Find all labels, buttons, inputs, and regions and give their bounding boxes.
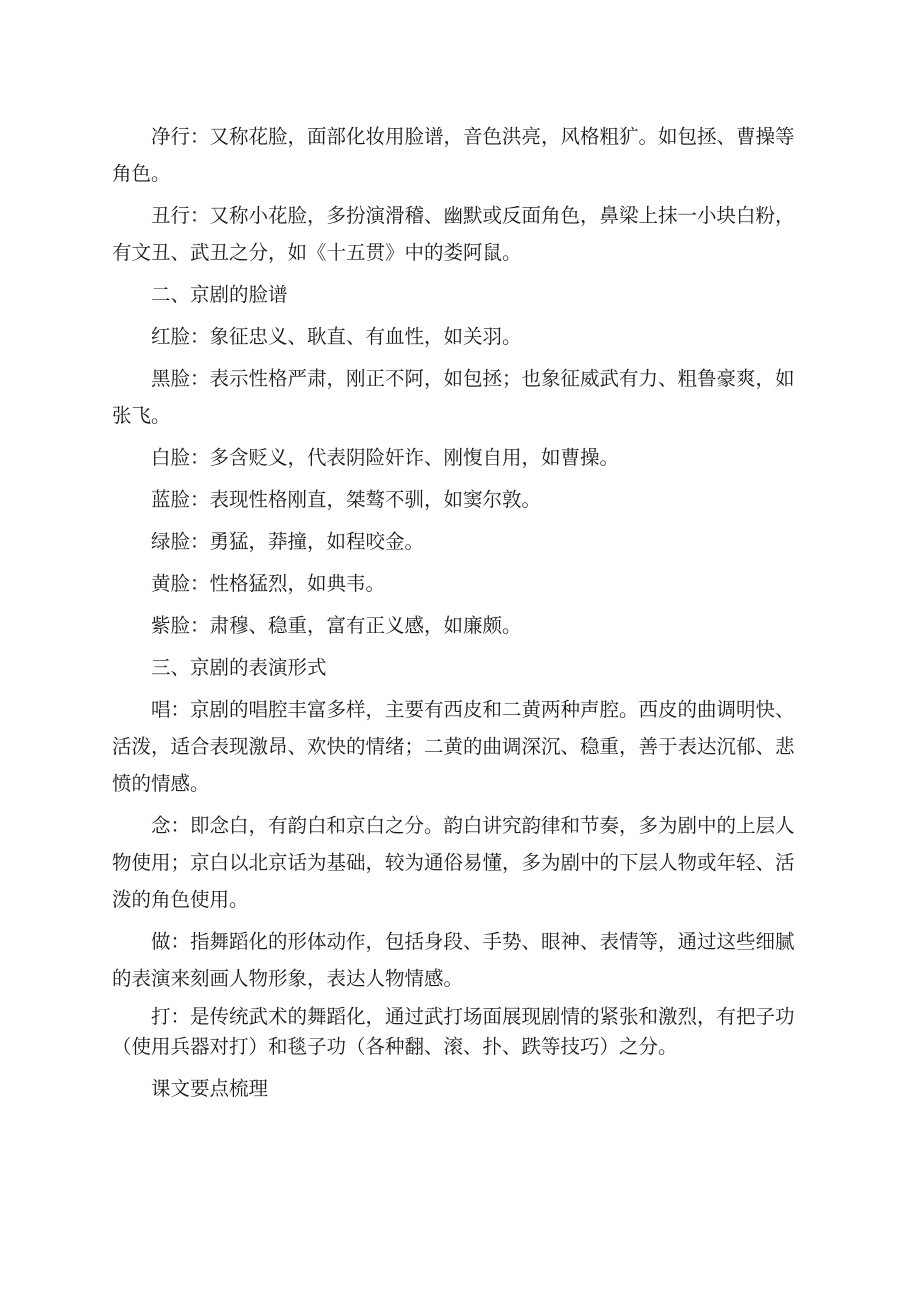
paragraph-blue-face: 蓝脸：表现性格刚直，桀骜不驯，如窦尔敦。 bbox=[151, 488, 542, 511]
paragraph-red-face: 红脸：象征忠义、耿直、有血性，如关羽。 bbox=[151, 325, 522, 348]
paragraph-jing-role: 净行：又称花脸，面部化妆用脸谱，音色洪亮，风格粗犷。如包拯、曹操等角色。 bbox=[112, 125, 795, 185]
paragraph-black-face: 黑脸：表示性格严肃，刚正不阿，如包拯；也象征威武有力、粗鲁豪爽，如张飞。 bbox=[112, 367, 795, 427]
paragraph-acting: 做：指舞蹈化的形体动作，包括身段、手势、眼神、表情等，通过这些细腻的表演来刻画人物形象，表达人物情感。 bbox=[112, 930, 795, 990]
paragraph-purple-face: 紫脸：肃穆、稳重，富有正义感，如廉颇。 bbox=[151, 614, 522, 637]
document-body bbox=[112, 118, 812, 1112]
paragraph-fighting: 打：是传统武术的舞蹈化，通过武打场面展现剧情的紧张和激烈，有把子功（使用兵器对打）和毯子功（各种翻、滚、扑、跌等技巧）之分。 bbox=[112, 1005, 795, 1058]
paragraph-chou-role: 丑行：又称小花脸，多扮演滑稽、幽默或反面角色，鼻梁上抹一小块白粉，有文丑、武丑之分，如《十五贯》中的娄阿鼠。 bbox=[112, 204, 795, 264]
paragraph-yellow-face: 黄脸：性格猛烈，如典韦。 bbox=[151, 572, 386, 595]
section-heading-performance-forms: 三、京剧的表演形式 bbox=[151, 656, 327, 679]
paragraph-singing: 唱：京剧的唱腔丰富多样，主要有西皮和二黄两种声腔。西皮的曲调明快、活泼，适合表现激昂、欢快的情绪；二黄的曲调深沉、稳重，善于表达沉郁、悲愤的情感。 bbox=[112, 698, 795, 795]
paragraph-recitation: 念：即念白，有韵白和京白之分。韵白讲究韵律和节奏，多为剧中的上层人物使用；京白以北京话为基础，较为通俗易懂，多为剧中的下层人物或年轻、活泼的角色使用。 bbox=[112, 814, 795, 911]
paragraph-white-face: 白脸：多含贬义，代表阴险奸诈、刚愎自用，如曹操。 bbox=[151, 446, 620, 469]
paragraph-green-face: 绿脸：勇猛，莽撞，如程咬金。 bbox=[151, 530, 425, 553]
section-heading-key-points: 课文要点梳理 bbox=[151, 1077, 269, 1100]
section-heading-facial-masks: 二、京剧的脸谱 bbox=[151, 283, 288, 306]
